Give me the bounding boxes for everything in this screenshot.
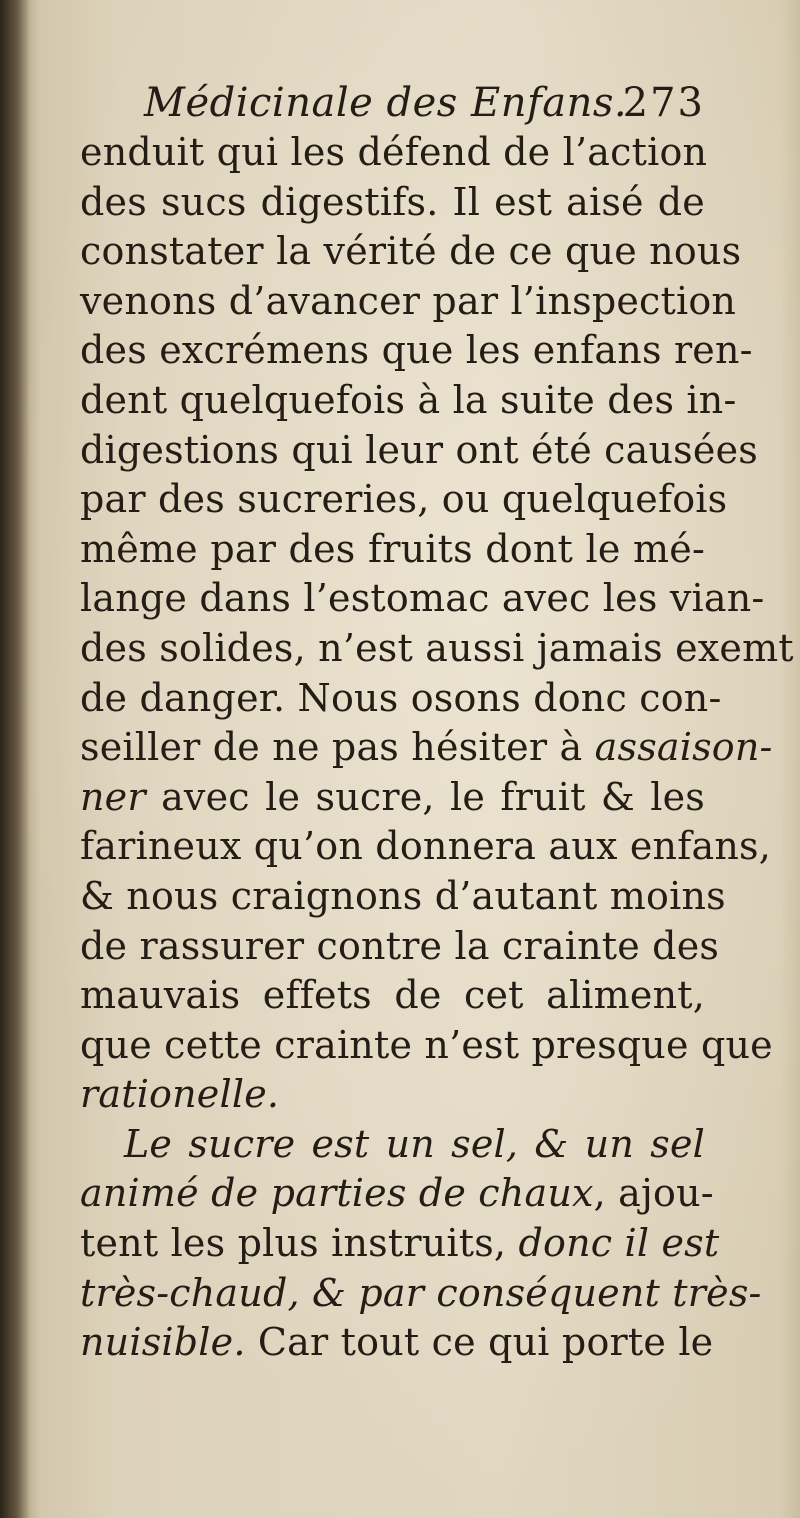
- text-line: des excrémens que les enfans ren-: [80, 328, 753, 373]
- roman-text: tent les plus instruits,: [80, 1221, 519, 1266]
- italic-text: nuisible.: [80, 1320, 246, 1365]
- text-line: digestions qui leur ont été causées: [80, 427, 758, 472]
- italic-text: Le sucre est un sel, & un sel: [124, 1121, 705, 1166]
- text-line: lange dans l’estomac avec les vian-: [80, 576, 765, 621]
- text-line: venons d’avancer par l’inspection: [80, 278, 737, 323]
- text-line: par des sucreries, ou quelquefois: [80, 477, 728, 522]
- running-head: [80, 78, 705, 128]
- roman-text: Car tout ce qui porte le: [245, 1320, 714, 1365]
- text-line: [80, 1269, 762, 1319]
- text-line: même par des fruits dont le mé-: [80, 526, 705, 571]
- text-line: [80, 1169, 714, 1219]
- text-line: farineux qu’on donnera aux enfans,: [80, 824, 772, 869]
- page-number: 273: [622, 80, 705, 126]
- roman-text: , ajou-: [593, 1171, 714, 1216]
- italic-text: rationelle.: [80, 1072, 280, 1117]
- text-line: [80, 1120, 705, 1170]
- italic-text: donc il est: [518, 1221, 720, 1266]
- text-line: & nous craignons d’autant moins: [80, 873, 726, 918]
- text-line: que cette crainte n’est presque que: [80, 1022, 773, 1067]
- text-line: [80, 1318, 714, 1368]
- text-block: [80, 78, 794, 1368]
- text-line: constater la vérité de ce que nous: [80, 229, 742, 274]
- italic-text: ner: [80, 774, 146, 819]
- text-line: [80, 1219, 720, 1269]
- italic-text: animé de parties de chaux: [80, 1171, 594, 1216]
- text-line: [80, 773, 705, 823]
- text-line: de danger. Nous osons donc con-: [80, 675, 722, 720]
- text-line: des solides, n’est aussi jamais exemt: [80, 625, 794, 670]
- running-head-title: Médicinale des Enfans.: [144, 80, 628, 126]
- roman-text: avec le sucre, le fruit & les: [145, 774, 705, 819]
- italic-text: assaison-: [594, 725, 773, 770]
- binding-gutter: [0, 0, 30, 1518]
- text-line: de rassurer contre la crainte des: [80, 923, 720, 968]
- text-line: mauvais effets de cet aliment,: [80, 973, 705, 1018]
- italic-text: très-chaud, & par conséquent très-: [80, 1270, 762, 1315]
- text-line: enduit qui les défend de l’action: [80, 130, 708, 174]
- text-line: [80, 723, 773, 773]
- text-line: [80, 1070, 705, 1120]
- text-line: des sucs digestifs. Il est aisé de: [80, 179, 705, 224]
- text-line: dent quelquefois à la suite des in-: [80, 377, 737, 422]
- roman-text: seiller de ne pas hésiter à: [80, 725, 595, 770]
